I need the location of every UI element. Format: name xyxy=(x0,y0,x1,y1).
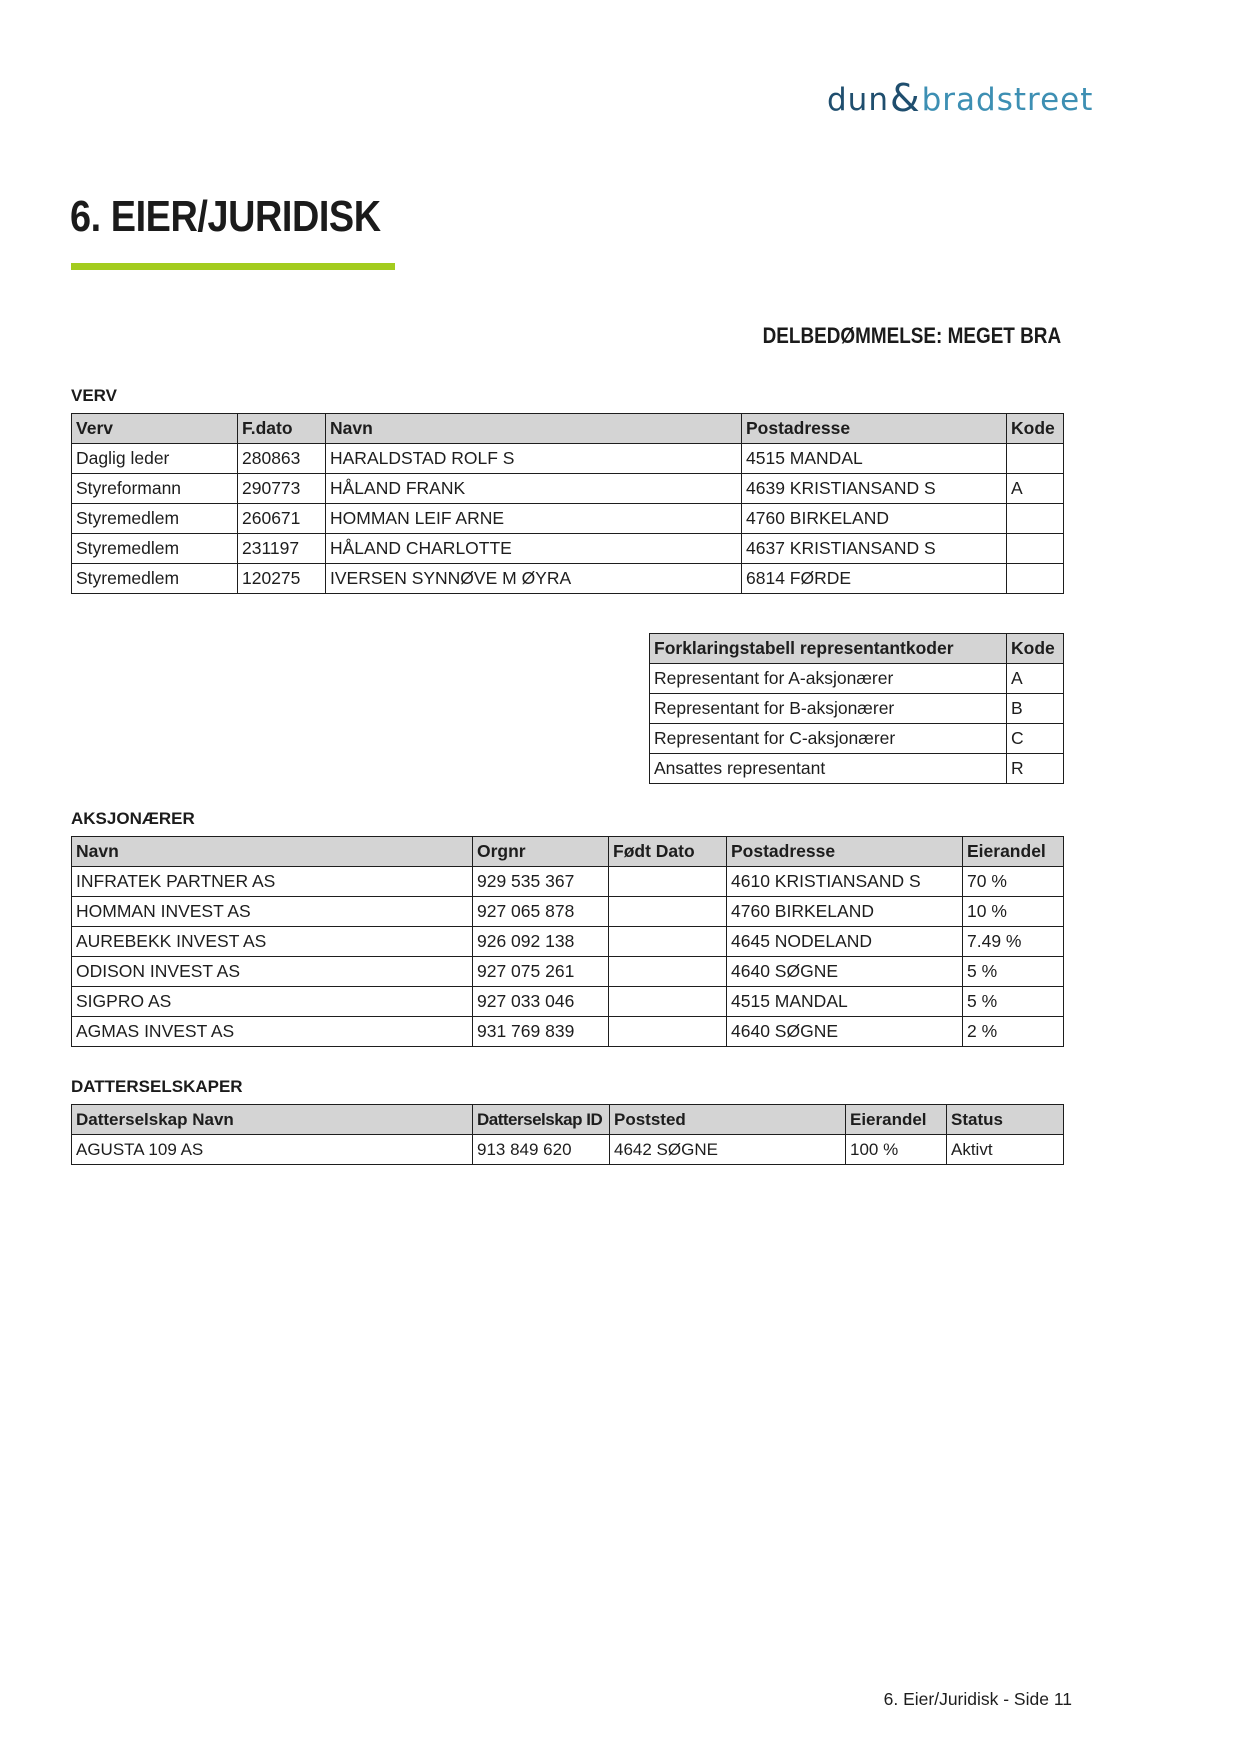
table-row xyxy=(72,564,1064,594)
cell-postadresse: 6814 FØRDE xyxy=(742,564,1007,594)
table-row xyxy=(650,664,1064,694)
title-underline-divider xyxy=(71,263,395,270)
cell-datterselskap-navn: AGUSTA 109 AS xyxy=(72,1135,473,1165)
dun-bradstreet-logo xyxy=(827,76,1094,120)
column-header-fodt-dato: Født Dato xyxy=(609,837,727,867)
cell-description: Representant for C-aksjonærer xyxy=(650,724,1007,754)
cell-eierandel: 10 % xyxy=(963,897,1064,927)
cell-datterselskap-id: 913 849 620 xyxy=(473,1135,610,1165)
cell-navn: HARALDSTAD ROLF S xyxy=(326,444,742,474)
cell-description: Representant for A-aksjonærer xyxy=(650,664,1007,694)
table-row xyxy=(72,867,1064,897)
cell-navn: ODISON INVEST AS xyxy=(72,957,473,987)
column-header-poststed: Poststed xyxy=(610,1105,846,1135)
cell-postadresse: 4640 SØGNE xyxy=(727,1017,963,1047)
cell-kode xyxy=(1007,534,1064,564)
cell-fodt-dato xyxy=(609,867,727,897)
cell-navn: HÅLAND CHARLOTTE xyxy=(326,534,742,564)
cell-eierandel: 5 % xyxy=(963,987,1064,1017)
cell-kode: A xyxy=(1007,664,1064,694)
cell-fodt-dato xyxy=(609,897,727,927)
cell-fodt-dato xyxy=(609,1017,727,1047)
cell-verv: Styremedlem xyxy=(72,564,238,594)
column-header-fdato: F.dato xyxy=(238,414,326,444)
page-footer: 6. Eier/Juridisk - Side 11 xyxy=(883,1689,1072,1709)
cell-eierandel: 5 % xyxy=(963,957,1064,987)
cell-navn: IVERSEN SYNNØVE M ØYRA xyxy=(326,564,742,594)
cell-kode: A xyxy=(1007,474,1064,504)
cell-postadresse: 4639 KRISTIANSAND S xyxy=(742,474,1007,504)
shareholders-table xyxy=(71,836,1064,1047)
table-row xyxy=(72,897,1064,927)
cell-postadresse: 4760 BIRKELAND xyxy=(742,504,1007,534)
cell-orgnr: 927 075 261 xyxy=(473,957,609,987)
cell-navn: HOMMAN LEIF ARNE xyxy=(326,504,742,534)
cell-navn: HOMMAN INVEST AS xyxy=(72,897,473,927)
cell-kode: B xyxy=(1007,694,1064,724)
cell-description: Representant for B-aksjonærer xyxy=(650,694,1007,724)
cell-kode: C xyxy=(1007,724,1064,754)
table-row xyxy=(72,504,1064,534)
column-header-verv: Verv xyxy=(72,414,238,444)
table-row xyxy=(72,474,1064,504)
cell-orgnr: 927 065 878 xyxy=(473,897,609,927)
cell-fdato: 231197 xyxy=(238,534,326,564)
table-row xyxy=(650,754,1064,784)
cell-postadresse: 4760 BIRKELAND xyxy=(727,897,963,927)
column-header-postadresse: Postadresse xyxy=(727,837,963,867)
cell-eierandel: 2 % xyxy=(963,1017,1064,1047)
table-header-row xyxy=(650,634,1064,664)
cell-fodt-dato xyxy=(609,987,727,1017)
column-header-orgnr: Orgnr xyxy=(473,837,609,867)
table-row xyxy=(72,987,1064,1017)
representative-codes-table xyxy=(649,633,1064,784)
cell-postadresse: 4610 KRISTIANSAND S xyxy=(727,867,963,897)
cell-kode xyxy=(1007,444,1064,474)
cell-orgnr: 926 092 138 xyxy=(473,927,609,957)
column-header-eierandel: Eierandel xyxy=(846,1105,947,1135)
cell-fdato: 260671 xyxy=(238,504,326,534)
cell-kode xyxy=(1007,564,1064,594)
cell-postadresse: 4637 KRISTIANSAND S xyxy=(742,534,1007,564)
table-row xyxy=(72,444,1064,474)
cell-orgnr: 929 535 367 xyxy=(473,867,609,897)
cell-verv: Styreformann xyxy=(72,474,238,504)
cell-postadresse: 4515 MANDAL xyxy=(742,444,1007,474)
cell-navn: SIGPRO AS xyxy=(72,987,473,1017)
table-header-row xyxy=(72,414,1064,444)
table-row xyxy=(650,724,1064,754)
table-row xyxy=(72,1017,1064,1047)
cell-poststed: 4642 SØGNE xyxy=(610,1135,846,1165)
subsidiaries-table xyxy=(71,1104,1064,1165)
table-row xyxy=(72,957,1064,987)
cell-postadresse: 4640 SØGNE xyxy=(727,957,963,987)
column-header-kode: Kode xyxy=(1007,414,1064,444)
column-header-postadresse: Postadresse xyxy=(742,414,1007,444)
cell-fodt-dato xyxy=(609,927,727,957)
cell-description: Ansattes representant xyxy=(650,754,1007,784)
column-header-eierandel: Eierandel xyxy=(963,837,1064,867)
cell-navn: AGMAS INVEST AS xyxy=(72,1017,473,1047)
column-header-datterselskap-id: Datterselskap ID xyxy=(473,1105,610,1135)
cell-postadresse: 4515 MANDAL xyxy=(727,987,963,1017)
rating-heading: DELBEDØMMELSE: MEGET BRA xyxy=(762,323,1061,348)
verv-table xyxy=(71,413,1064,594)
cell-navn: HÅLAND FRANK xyxy=(326,474,742,504)
column-header-navn: Navn xyxy=(72,837,473,867)
cell-status: Aktivt xyxy=(947,1135,1064,1165)
cell-fdato: 280863 xyxy=(238,444,326,474)
column-header-navn: Navn xyxy=(326,414,742,444)
section-label-datterselskaper: DATTERSELSKAPER xyxy=(71,1077,243,1096)
table-row xyxy=(650,694,1064,724)
cell-navn: AUREBEKK INVEST AS xyxy=(72,927,473,957)
logo-text-dun: dun xyxy=(827,82,889,118)
cell-verv: Daglig leder xyxy=(72,444,238,474)
column-header-status: Status xyxy=(947,1105,1064,1135)
cell-fdato: 290773 xyxy=(238,474,326,504)
cell-orgnr: 927 033 046 xyxy=(473,987,609,1017)
cell-kode xyxy=(1007,504,1064,534)
logo-ampersand-icon: & xyxy=(889,76,921,120)
cell-fdato: 120275 xyxy=(238,564,326,594)
cell-navn: INFRATEK PARTNER AS xyxy=(72,867,473,897)
cell-verv: Styremedlem xyxy=(72,534,238,564)
cell-kode: R xyxy=(1007,754,1064,784)
table-row xyxy=(72,534,1064,564)
page-title: 6. EIER/JURIDISK xyxy=(70,192,381,241)
table-row xyxy=(72,1135,1064,1165)
cell-postadresse: 4645 NODELAND xyxy=(727,927,963,957)
column-header-kode: Kode xyxy=(1007,634,1064,664)
cell-eierandel: 7.49 % xyxy=(963,927,1064,957)
table-header-row xyxy=(72,837,1064,867)
column-header-datterselskap-navn: Datterselskap Navn xyxy=(72,1105,473,1135)
cell-eierandel: 100 % xyxy=(846,1135,947,1165)
cell-orgnr: 931 769 839 xyxy=(473,1017,609,1047)
table-row xyxy=(72,927,1064,957)
section-label-aksjonaerer: AKSJONÆRER xyxy=(71,809,195,828)
cell-eierandel: 70 % xyxy=(963,867,1064,897)
column-header-forklaring: Forklaringstabell representantkoder xyxy=(650,634,1007,664)
cell-fodt-dato xyxy=(609,957,727,987)
table-header-row xyxy=(72,1105,1064,1135)
cell-verv: Styremedlem xyxy=(72,504,238,534)
section-label-verv: VERV xyxy=(71,386,117,405)
logo-text-bradstreet: bradstreet xyxy=(921,82,1094,118)
